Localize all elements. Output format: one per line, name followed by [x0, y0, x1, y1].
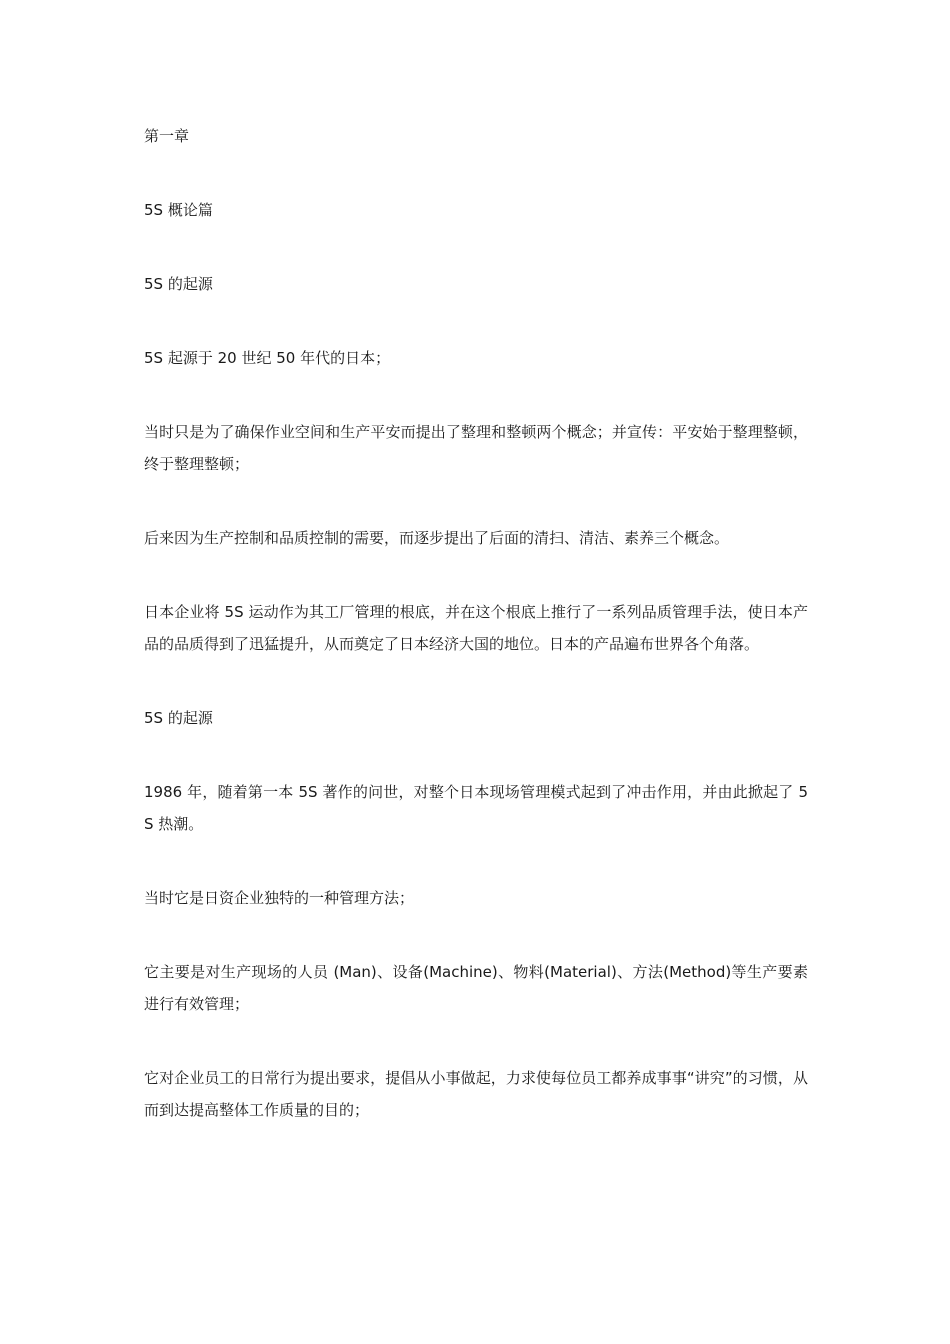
paragraph: 日本企业将 5S 运动作为其工厂管理的根底，并在这个根底上推行了一系列品质管理手法，使日本产品的品质得到了迅猛提升，从而奠定了日本经济大国的地位。日本的产品遍布世界各个角落。	[144, 603, 808, 653]
chapter-label: 第一章	[144, 127, 190, 145]
section-heading: 5S 的起源	[144, 709, 213, 727]
paragraph: 5S 起源于 20 世纪 50 年代的日本；	[144, 349, 391, 367]
document-body	[144, 120, 808, 1168]
paragraph: 当时只是为了确保作业空间和生产平安而提出了整理和整顿两个概念；并宣传：平安始于整理整顿，终于整理整顿；	[144, 423, 808, 473]
chapter-title: 5S 概论篇	[144, 201, 213, 219]
paragraph: 当时它是日资企业独特的一种管理方法；	[144, 889, 415, 907]
paragraph: 后来因为生产控制和品质控制的需要，而逐步提出了后面的清扫、清洁、素养三个概念。	[144, 529, 730, 547]
paragraph: 它主要是对生产现场的人员 (Man)、设备(Machine)、物料(Material)、方法(Method)等生产要素进行有效管理；	[144, 963, 808, 1013]
paragraph: 它对企业员工的日常行为提出要求，提倡从小事做起，力求使每位员工都养成事事“讲究”的习惯，从而到达提高整体工作质量的目的；	[144, 1069, 808, 1119]
paragraph: 1986 年，随着第一本 5S 著作的问世，对整个日本现场管理模式起到了冲击作用，并由此掀起了 5S 热潮。	[144, 783, 808, 833]
section-heading: 5S 的起源	[144, 275, 213, 293]
